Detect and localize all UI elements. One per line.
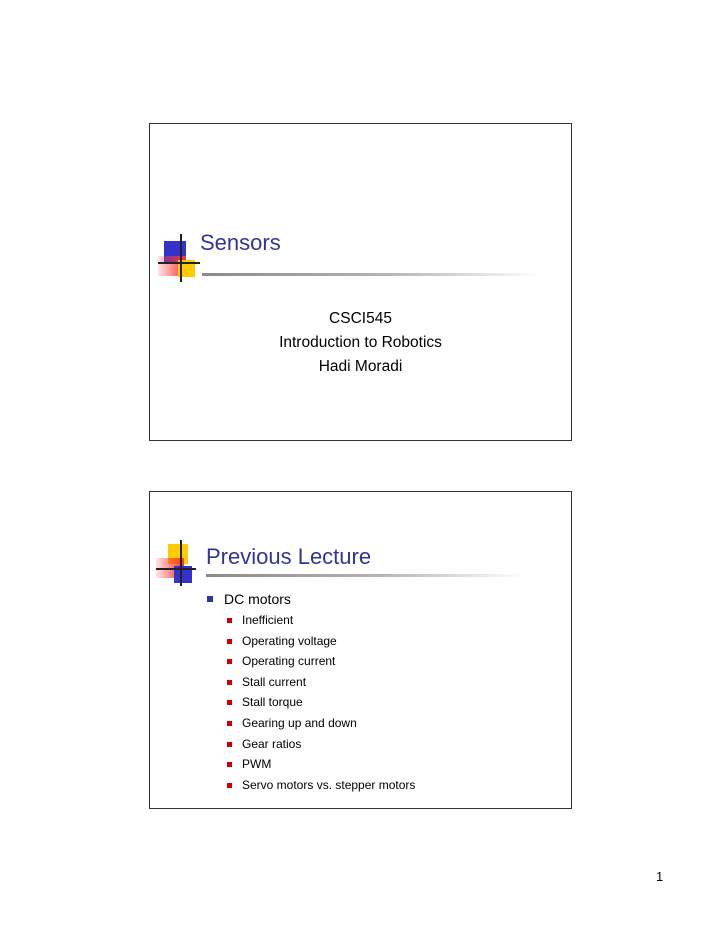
sub-bullet-item [227, 775, 415, 796]
slide-title: Previous Lecture [206, 544, 372, 569]
square-bullet-icon [227, 639, 232, 644]
sub-bullet-text: PWM [242, 757, 272, 772]
sub-bullet-item [227, 672, 415, 693]
square-bullet-icon [227, 700, 232, 705]
square-bullet-icon [227, 721, 232, 726]
sub-bullet-text: Stall current [242, 674, 307, 689]
square-bullet-icon [227, 659, 232, 664]
square-bullet-icon [207, 596, 213, 602]
subtitle-block [150, 307, 571, 379]
sub-bullet-text: Gear ratios [242, 736, 302, 751]
sub-bullet-text: Gearing up and down [242, 715, 357, 730]
sub-bullet-text: Stall torque [242, 695, 303, 710]
content-slide [149, 491, 572, 809]
sub-bullet-item [227, 734, 415, 755]
title-slide [149, 123, 572, 441]
sub-bullet-text: Servo motors vs. stepper motors [242, 777, 416, 792]
sub-bullet-text: Operating current [242, 654, 336, 669]
sub-bullet-item [227, 692, 415, 713]
title-underline [202, 273, 542, 276]
slide-title: Sensors [200, 230, 281, 255]
sub-bullet-list [207, 610, 415, 795]
sub-bullet-item [227, 713, 415, 734]
course-name: Introduction to Robotics [279, 334, 442, 351]
page-number: 1 [656, 869, 664, 884]
sub-bullet-text: Inefficient [242, 613, 294, 627]
square-bullet-icon [227, 742, 232, 747]
square-bullet-icon [227, 783, 232, 788]
course-code: CSCI545 [329, 310, 392, 327]
bullet-item [207, 589, 415, 609]
author-name: Hadi Moradi [318, 358, 403, 375]
bullet-list [207, 589, 415, 795]
title-underline [206, 574, 526, 577]
sub-bullet-item [227, 651, 415, 672]
square-bullet-icon [227, 680, 232, 685]
sub-bullet-text: Operating voltage [242, 633, 337, 648]
sub-bullet-item [227, 610, 415, 631]
square-bullet-icon [227, 618, 232, 623]
sub-bullet-item [227, 754, 415, 775]
bullet-text: DC motors [224, 591, 291, 607]
sub-bullet-item [227, 631, 415, 652]
square-bullet-icon [227, 762, 232, 767]
